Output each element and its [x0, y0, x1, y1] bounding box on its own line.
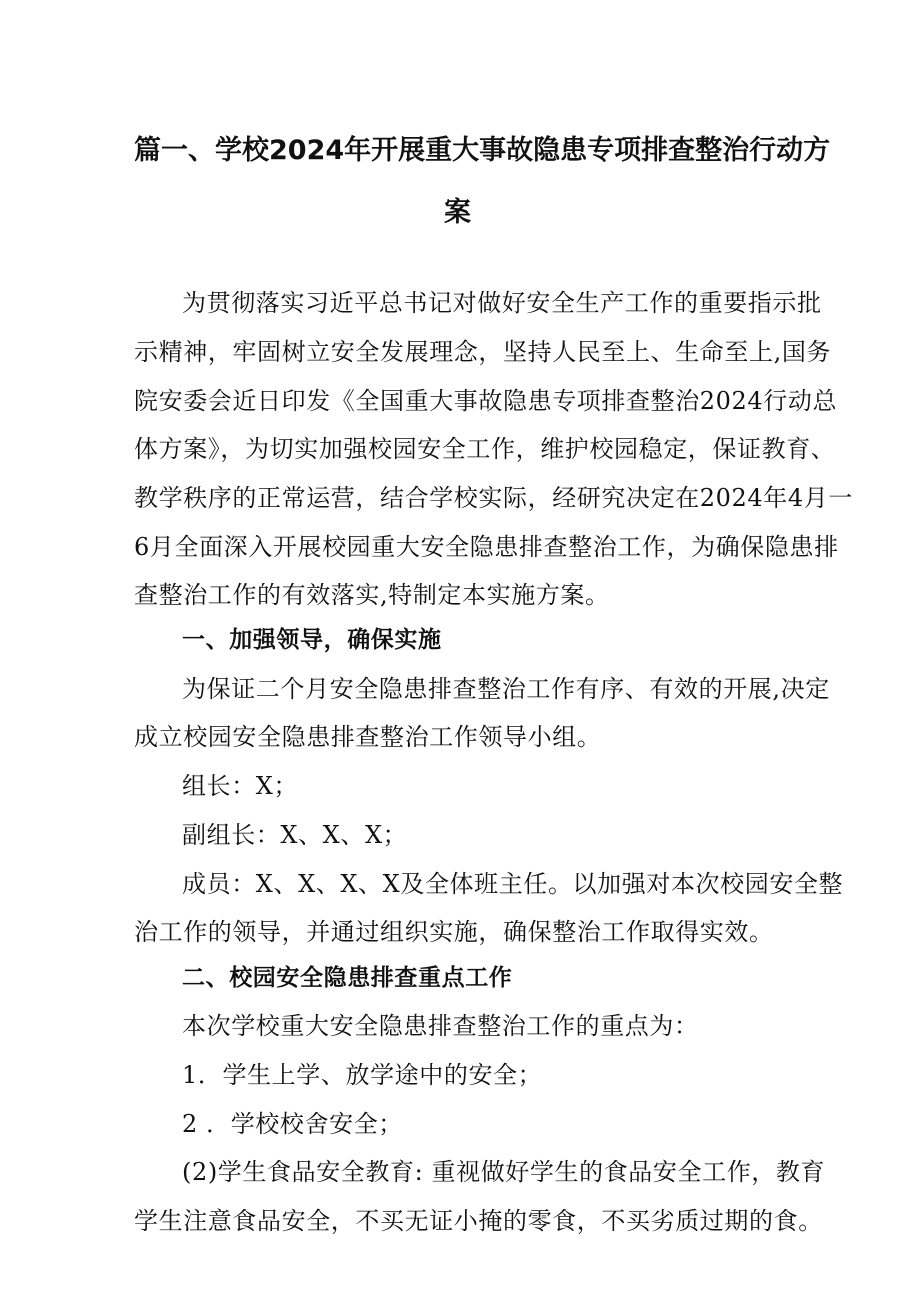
document-title-line-2: 案 — [444, 197, 471, 228]
section-2-heading: 二、校园安全隐患排查重点工作 — [182, 965, 513, 991]
members-line-2: 治工作的领导，并通过组织实施，确保整治工作取得实效。 — [134, 918, 774, 946]
deputy-leader-line: 副组长：X、X、X； — [182, 821, 408, 849]
section-2-item-1: 1．学生上学、放学途中的安全； — [182, 1061, 543, 1089]
intro-line-1: 为贯彻落实习近平总书记对做好安全生产工作的重要指示批 — [182, 289, 822, 317]
intro-line-7: 查整治工作的有效落实,特制定本实施方案。 — [134, 581, 610, 609]
section-1-para-line-2: 成立校园安全隐患排查整治工作领导小组。 — [134, 723, 602, 751]
food-safety-line-1: (2)学生食品安全教育: 重视做好学生的食品安全工作，教育 — [182, 1158, 826, 1186]
members-line-1: 成员：X、X、X、X及全体班主任。以加强对本次校园安全整 — [182, 870, 844, 898]
section-2-item-2: 2 ．学校校舍安全； — [182, 1110, 403, 1138]
food-safety-line-2: 学生注意食品安全，不买无证小掩的零食，不买劣质过期的食。 — [134, 1207, 823, 1235]
leader-line: 组长：X； — [182, 772, 299, 800]
intro-line-5: 教学秩序的正常运营，结合学校实际，经研究决定在2024年4月一 — [134, 484, 853, 512]
intro-line-2: 示精神，牢固树立安全发展理念，坚持人民至上、生命至上,国务 — [134, 338, 832, 366]
section-1-para-line-1: 为保证二个月安全隐患排查整治工作有序、有效的开展,决定 — [182, 675, 830, 703]
intro-line-6: 6月全面深入开展校园重大安全隐患排查整治工作，为确保隐患排 — [134, 533, 839, 561]
document-title-line-1: 篇一、学校2024年开展重大事故隐患专项排查整治行动方 — [134, 135, 831, 166]
intro-line-4: 体方案》，为切实加强校园安全工作，维护校园稳定，保证教育、 — [134, 435, 836, 463]
section-1-heading: 一、加强领导，确保实施 — [182, 627, 442, 653]
intro-line-3: 院安委会近日印发《全国重大事故隐患专项排查整治2024行动总 — [134, 387, 838, 415]
section-2-intro: 本次学校重大安全隐患排查整治工作的重点为： — [182, 1012, 699, 1040]
